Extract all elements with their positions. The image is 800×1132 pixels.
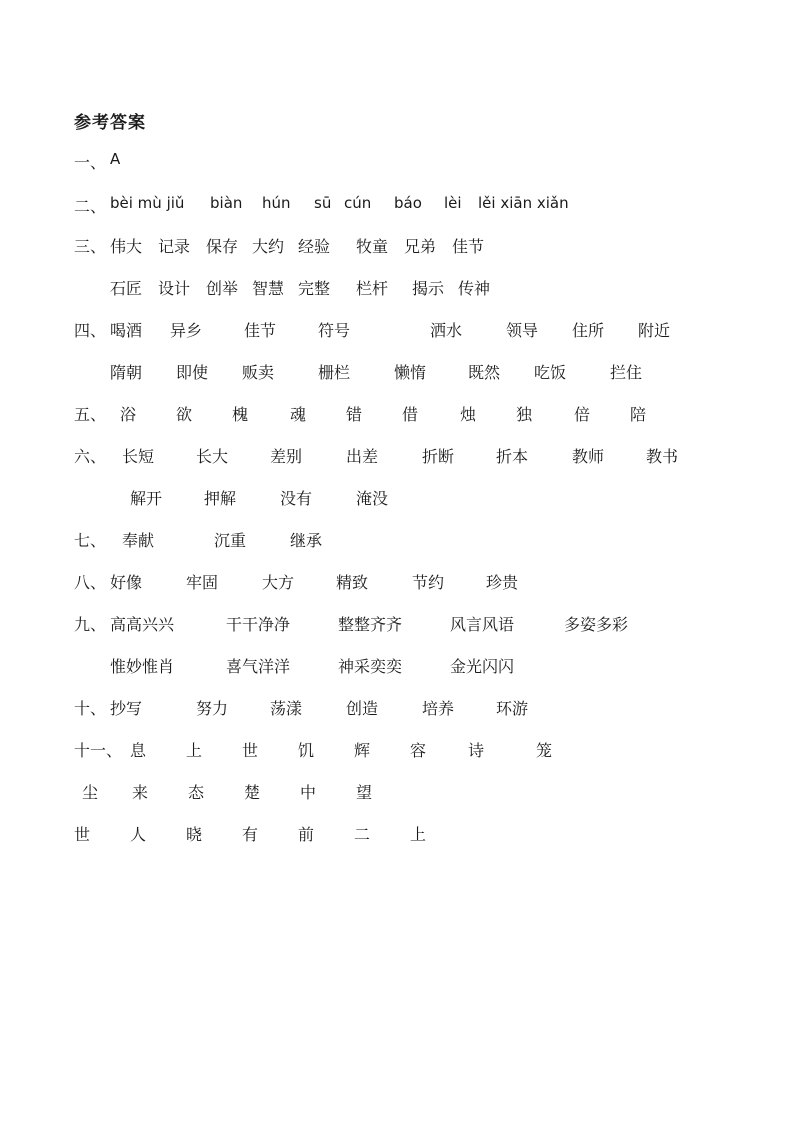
idiom: 多姿多彩: [564, 615, 629, 634]
word: 教书: [646, 447, 679, 466]
section-label: 十、: [74, 699, 107, 718]
character: 晓: [186, 825, 203, 844]
character: 中: [300, 783, 317, 802]
word: 差别: [270, 447, 303, 466]
pinyin-item: cún: [344, 194, 372, 212]
word: 设计: [158, 279, 191, 298]
character: 倍: [574, 405, 591, 424]
section-label: 六、: [74, 447, 107, 466]
word: 环游: [496, 699, 529, 718]
section-label: 二、: [74, 197, 107, 216]
word: 拦住: [610, 363, 643, 382]
character: 息: [130, 741, 147, 760]
word: 洒水: [430, 321, 463, 340]
idiom: 整整齐齐: [338, 615, 403, 634]
word: 创举: [206, 279, 239, 298]
character: 上: [186, 741, 203, 760]
word: 没有: [280, 489, 313, 508]
character: 欲: [176, 405, 193, 424]
word: 继承: [290, 531, 323, 550]
page-title: 参考答案: [74, 113, 146, 133]
word: 奉献: [122, 531, 155, 550]
section-label: 九、: [74, 615, 107, 634]
character: 容: [410, 741, 427, 760]
word: 淹没: [356, 489, 389, 508]
answer: A: [110, 150, 121, 168]
pinyin-item: sū: [314, 194, 332, 212]
word: 经验: [298, 237, 331, 256]
word: 兄弟: [404, 237, 437, 256]
word: 教师: [572, 447, 605, 466]
word: 住所: [572, 321, 605, 340]
word: 领导: [506, 321, 539, 340]
pinyin-item: lèi: [444, 194, 462, 212]
word: 隋朝: [110, 363, 143, 382]
character: 魂: [290, 405, 307, 424]
character: 有: [242, 825, 259, 844]
character: 人: [130, 825, 147, 844]
idiom: 金光闪闪: [450, 657, 515, 676]
character: 烛: [460, 405, 477, 424]
word: 出差: [346, 447, 379, 466]
word: 押解: [204, 489, 237, 508]
word: 符号: [318, 321, 351, 340]
word: 大约: [252, 237, 285, 256]
character: 望: [356, 783, 373, 802]
word: 揭示: [412, 279, 445, 298]
word: 异乡: [170, 321, 203, 340]
idiom: 高高兴兴: [110, 615, 175, 634]
section-label: 十一、: [74, 741, 123, 760]
word: 佳节: [244, 321, 277, 340]
section-label: 五、: [74, 405, 107, 424]
character: 槐: [232, 405, 249, 424]
character: 世: [74, 825, 91, 844]
word: 栏杆: [356, 279, 389, 298]
character: 上: [410, 825, 427, 844]
word: 长短: [122, 447, 155, 466]
word: 记录: [158, 237, 191, 256]
word: 沉重: [214, 531, 247, 550]
word: 即使: [176, 363, 209, 382]
idiom: 喜气洋洋: [226, 657, 291, 676]
word: 牢固: [186, 573, 219, 592]
character: 前: [298, 825, 315, 844]
word: 吃饭: [534, 363, 567, 382]
pinyin-item: biàn: [210, 194, 243, 212]
character: 来: [132, 783, 149, 802]
character: 诗: [468, 741, 485, 760]
pinyin-item: báo: [394, 194, 422, 212]
word: 石匠: [110, 279, 143, 298]
pinyin-item: hún: [262, 194, 291, 212]
word: 节约: [412, 573, 445, 592]
word: 努力: [196, 699, 229, 718]
character: 二: [354, 825, 371, 844]
word: 佳节: [452, 237, 485, 256]
character: 借: [402, 405, 419, 424]
word: 保存: [206, 237, 239, 256]
word: 精致: [336, 573, 369, 592]
word: 喝酒: [110, 321, 143, 340]
character: 态: [188, 783, 205, 802]
word: 牧童: [356, 237, 389, 256]
character: 世: [242, 741, 259, 760]
pinyin-item: bèi mù jiǔ: [110, 194, 185, 212]
section-label: 八、: [74, 573, 107, 592]
idiom: 神采奕奕: [338, 657, 403, 676]
word: 创造: [346, 699, 379, 718]
character: 笼: [536, 741, 553, 760]
word: 既然: [468, 363, 501, 382]
word: 培养: [422, 699, 455, 718]
section-label: 三、: [74, 237, 107, 256]
character: 错: [346, 405, 363, 424]
word: 折断: [422, 447, 455, 466]
character: 陪: [630, 405, 647, 424]
character: 辉: [354, 741, 371, 760]
word: 完整: [298, 279, 331, 298]
section-label: 一、: [74, 153, 107, 172]
section-label: 四、: [74, 321, 107, 340]
word: 附近: [638, 321, 671, 340]
character: 尘: [82, 783, 99, 802]
idiom: 干干净净: [226, 615, 291, 634]
character: 浴: [120, 405, 137, 424]
word: 好像: [110, 573, 143, 592]
character: 独: [516, 405, 533, 424]
word: 传神: [458, 279, 491, 298]
word: 栅栏: [318, 363, 351, 382]
word: 懒惰: [394, 363, 427, 382]
word: 大方: [262, 573, 295, 592]
word: 解开: [130, 489, 163, 508]
word: 智慧: [252, 279, 285, 298]
idiom: 风言风语: [450, 615, 515, 634]
character: 楚: [244, 783, 261, 802]
section-label: 七、: [74, 531, 107, 550]
word: 珍贵: [486, 573, 519, 592]
word: 长大: [196, 447, 229, 466]
pinyin-item: lěi xiān xiǎn: [478, 194, 569, 212]
word: 贩卖: [242, 363, 275, 382]
word: 荡漾: [270, 699, 303, 718]
idiom: 惟妙惟肖: [110, 657, 175, 676]
word: 伟大: [110, 237, 143, 256]
character: 饥: [298, 741, 315, 760]
word: 抄写: [110, 699, 143, 718]
word: 折本: [496, 447, 529, 466]
